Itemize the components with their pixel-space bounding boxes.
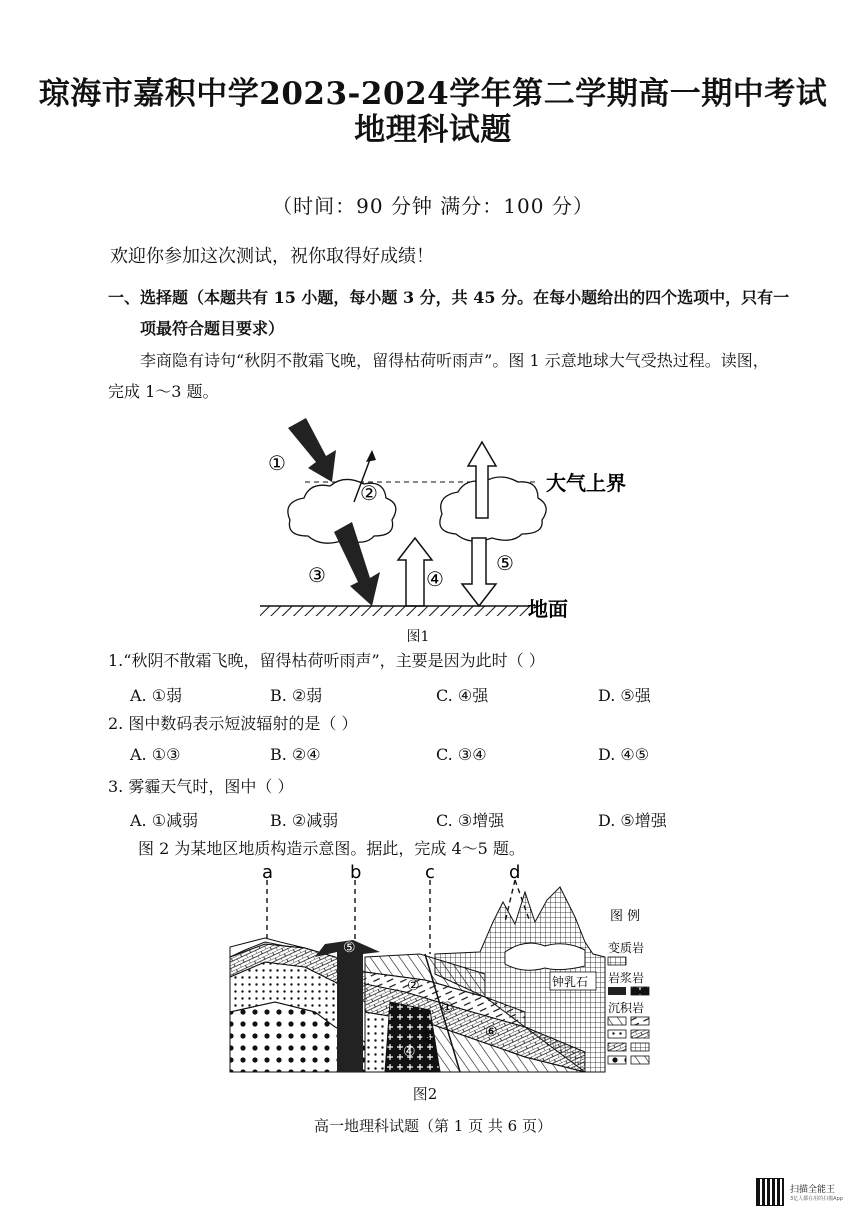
circled-3: ③ <box>421 1030 434 1046</box>
legend-igneous-swatch-2 <box>631 987 649 995</box>
intro-text: 李商隐有诗句“秋阴不散霜飞晚，留得枯荷听雨声”。图 1 示意地球大气受热过程。读图， <box>140 351 769 370</box>
stalactite-label: 钟乳石 <box>552 975 589 989</box>
question-2-option-c[interactable]: C. ③④ <box>436 745 487 764</box>
question-2-stem: 2. 图中数码表示短波辐射的是（ ） <box>108 714 358 733</box>
atmosphere-top-label: 大气上界 <box>546 471 626 495</box>
question-2-option-b[interactable]: B. ②④ <box>270 745 321 764</box>
question-3-stem: 3. 雾霾天气时，图中（ ） <box>108 777 294 796</box>
circled-4: ④ <box>403 1044 416 1060</box>
label-d: d <box>509 862 521 883</box>
ground-hatch <box>260 606 530 616</box>
question-3-option-b[interactable]: B. ②减弱 <box>270 811 339 830</box>
question-1-option-c[interactable]: C. ④强 <box>436 686 489 705</box>
ground-label: 地面 <box>528 597 568 621</box>
figure-2-diagram <box>225 862 665 1080</box>
question-1-option-d[interactable]: D. ⑤强 <box>598 686 651 705</box>
cloud-right-icon <box>440 477 546 541</box>
circled-2: ② <box>407 978 420 994</box>
label-2: ② <box>360 481 378 505</box>
welcome-text: 欢迎你参加这次测试，祝你取得好成绩！ <box>110 246 434 267</box>
label-a: a <box>262 862 274 883</box>
intro-text-cont: 完成 1～3 题。 <box>108 382 219 401</box>
circled-5: ⑤ <box>343 940 356 956</box>
label-4: ④ <box>426 567 444 591</box>
arrow-1-solar-radiation <box>288 418 336 482</box>
question-2-option-a[interactable]: A. ①③ <box>130 745 181 764</box>
label-1: ① <box>268 451 286 475</box>
question-2-option-d[interactable]: D. ④⑤ <box>598 745 650 764</box>
exam-title: 琼海市嘉积中学2023-2024学年第二学期高一期中考试 <box>38 76 828 112</box>
circled-6: ⑥ <box>485 1024 498 1040</box>
question-3-option-c[interactable]: C. ③增强 <box>436 811 505 830</box>
question-1-stem: 1.“秋阴不散霜飞晚，留得枯荷听雨声”，主要是因为此时（ ） <box>108 651 545 670</box>
figure-2-caption: 图2 <box>412 1085 438 1103</box>
time-and-score: （时间：90 分钟 满分：100 分） <box>272 194 594 218</box>
intro-figure-2: 图 2 为某地区地质构造示意图。据此，完成 4～5 题。 <box>138 839 525 858</box>
legend-title: 图 例 <box>610 909 641 924</box>
page-footer: 高一地理科试题（第 1 页 共 6 页） <box>314 1117 552 1135</box>
legend-metamorphic: 变质岩 <box>608 941 645 955</box>
legend-metamorphic-swatch <box>608 957 626 965</box>
label-b: b <box>350 862 362 883</box>
scanner-sub: 3亿人都在用的扫描App <box>790 1196 843 1202</box>
scanner-name: 扫描全能王 <box>790 1185 836 1195</box>
qr-code-icon <box>756 1178 784 1206</box>
figure-1-diagram <box>250 410 670 650</box>
arrow-5-atmospheric-counter-radiation <box>462 538 496 606</box>
section-heading: 一、选择题（本题共有 15 小题，每小题 3 分，共 45 分。在每小题给出的四个选项中，只有一 <box>108 288 790 307</box>
label-c: c <box>425 862 435 883</box>
legend-igneous: 岩浆岩 <box>608 971 645 985</box>
question-1-option-b[interactable]: B. ②弱 <box>270 686 323 705</box>
circled-1: ① <box>441 1000 454 1016</box>
section-heading-cont: 项最符合题目要求） <box>140 319 285 338</box>
legend-sedimentary: 沉积岩 <box>608 1001 645 1015</box>
scanner-badge <box>756 1174 856 1210</box>
figure-1-caption: 图1 <box>406 629 430 645</box>
question-1-option-a[interactable]: A. ①弱 <box>130 686 183 705</box>
legend-igneous-swatch-1 <box>608 987 626 995</box>
question-3-option-a[interactable]: A. ①减弱 <box>130 811 199 830</box>
exam-subtitle: 地理科试题 <box>354 112 512 148</box>
label-3: ③ <box>308 563 326 587</box>
question-3-option-d[interactable]: D. ⑤增强 <box>598 811 667 830</box>
label-5: ⑤ <box>496 551 514 575</box>
